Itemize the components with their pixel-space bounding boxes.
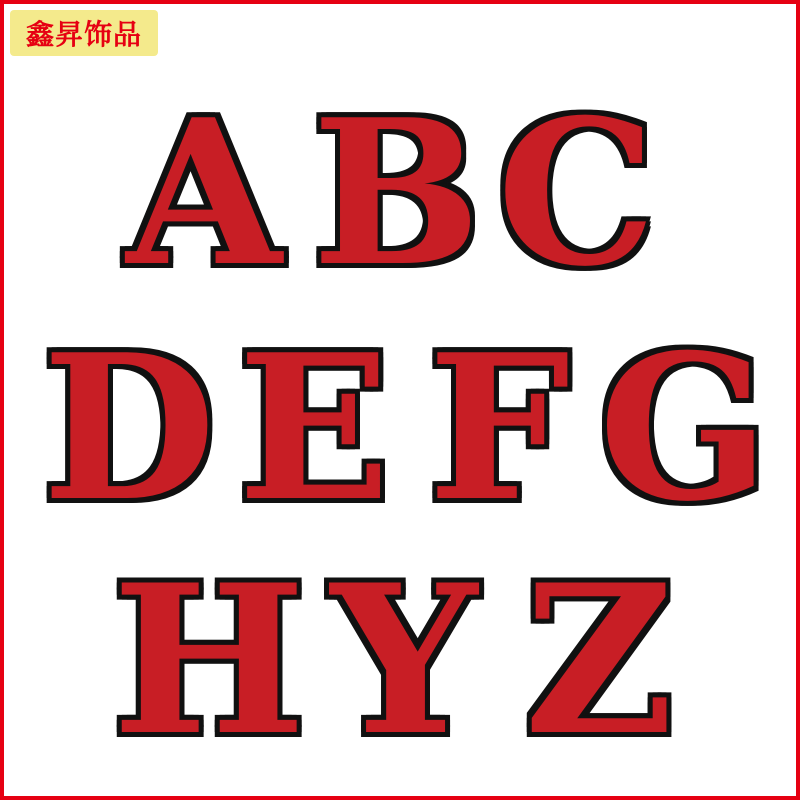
letter-patch-d: D	[42, 311, 216, 546]
letter-patch-c: C	[496, 76, 657, 311]
letter-patch-f: F	[428, 311, 570, 546]
letter-patch-y: Y	[330, 541, 478, 781]
letter-patch-z: Z	[524, 541, 674, 781]
letter-patch-e: E	[237, 311, 391, 546]
letter-patch-a: A	[126, 76, 282, 311]
brand-watermark: 鑫昇饰品	[10, 10, 158, 56]
letter-patch-g: G	[598, 311, 770, 546]
letter-patch-h: H	[112, 541, 306, 781]
letter-patch-b: B	[311, 76, 482, 311]
